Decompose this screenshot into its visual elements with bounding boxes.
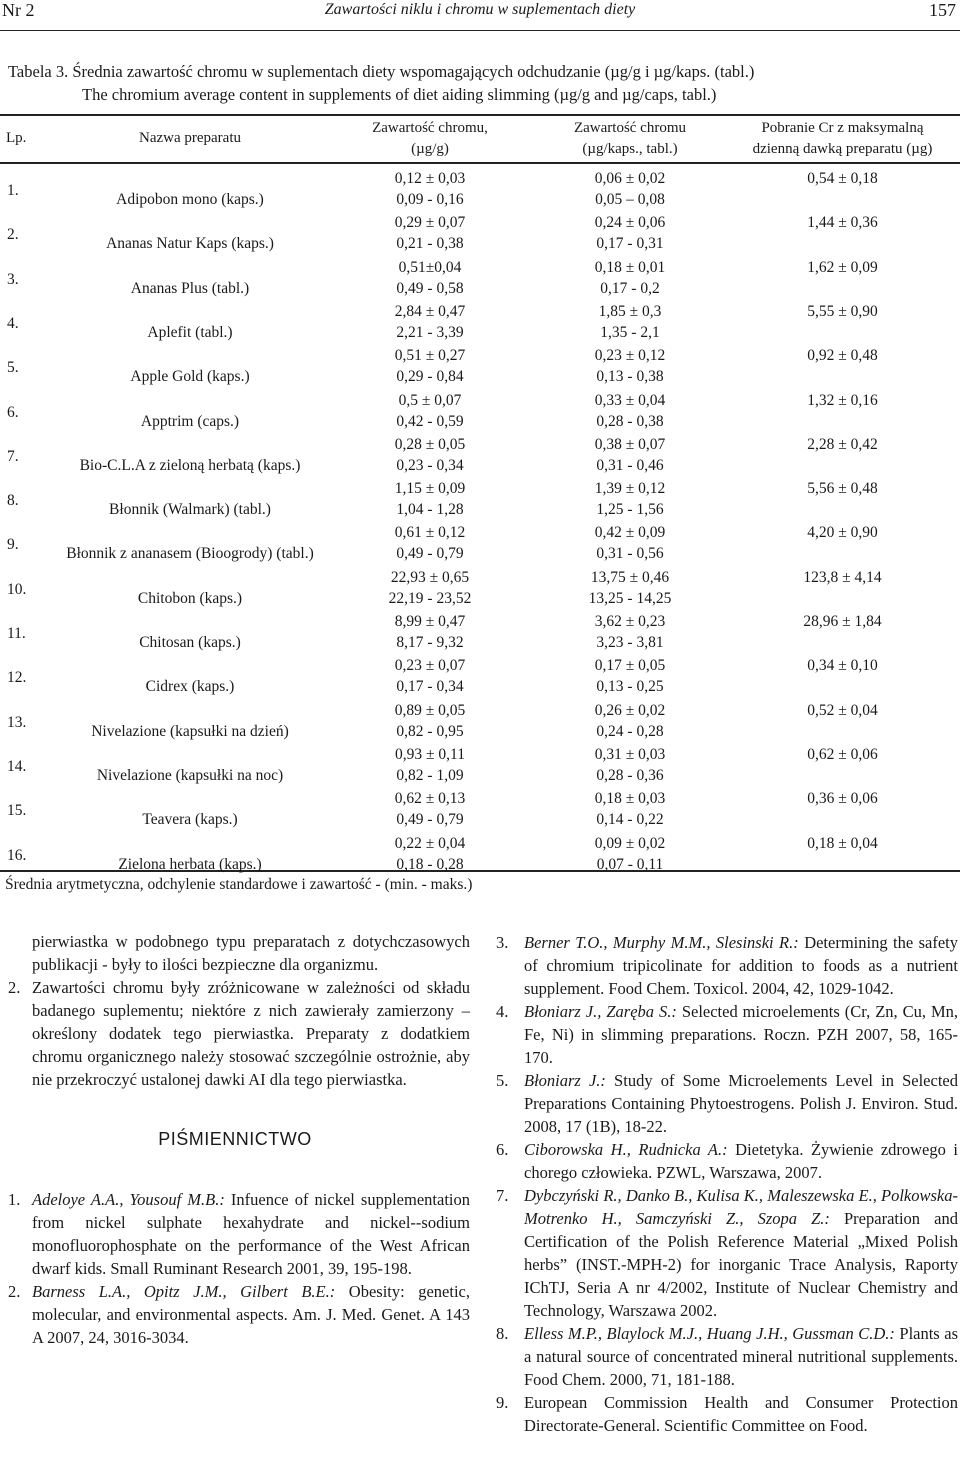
product-name: Nivelazione (kapsułki na noc)	[96, 766, 284, 784]
reference-number: 5.	[496, 1071, 509, 1090]
cr-per-caps-range: 0,14 - 0,22	[596, 811, 664, 829]
cr-per-g-cell	[340, 522, 520, 564]
cr-per-g-range: 0,09 - 0,16	[396, 191, 464, 208]
cr-per-caps-mean: 0,09 ± 0,02	[594, 834, 666, 852]
cr-intake-value: 1,62 ± 0,09	[807, 258, 878, 276]
reference-authors: Ciborowska H., Rudnicka A.:	[524, 1140, 728, 1159]
table-footnote: Średnia arytmetyczna, odchylenie standardowe i zawartość - (min. - maks.)	[5, 876, 473, 893]
cr-per-g-range: 0,49 - 0,79	[396, 545, 464, 563]
cr-per-g-range: 1,04 - 1,28	[396, 501, 464, 519]
table-top-rule	[0, 114, 960, 116]
product-name: Błonnik z ananasem (Bioogrody) (tabl.)	[66, 545, 314, 563]
cr-per-g-range: 0,23 - 0,34	[396, 456, 464, 474]
reference-item	[0, 1280, 470, 1349]
cr-per-caps-cell	[545, 257, 715, 299]
reference-item	[0, 1188, 470, 1280]
reference-item	[492, 1391, 958, 1437]
cr-per-g-range: 2,21 - 3,39	[396, 323, 464, 341]
cr-intake-cell	[730, 833, 955, 854]
cr-intake-cell	[730, 301, 955, 322]
cr-per-g-mean: 0,23 ± 0,07	[394, 657, 466, 675]
product-name: Ananas Natur Kaps (kaps.)	[106, 235, 274, 253]
product-name: Bio-C.L.A z zieloną herbatą (kaps.)	[79, 456, 301, 474]
header-cr-per-g-line1: Zawartość chromu,	[372, 120, 488, 136]
row-number: 13.	[7, 713, 27, 731]
cr-intake-value: 0,36 ± 0,06	[807, 790, 878, 808]
product-name: Cidrex (kaps.)	[145, 678, 235, 696]
cr-per-caps-range: 0,28 - 0,38	[596, 412, 664, 430]
cr-per-g-range: 0,49 - 0,79	[396, 811, 464, 829]
product-name: Ananas Plus (tabl.)	[130, 279, 250, 297]
cr-per-g-range: 22,19 - 23,52	[388, 589, 472, 607]
cr-per-caps-cell	[545, 345, 715, 387]
reference-authors: Berner T.O., Murphy M.M., Slesinski R.:	[524, 933, 799, 952]
cr-per-g-cell	[340, 655, 520, 697]
cr-per-g-mean: 22,93 ± 0,65	[390, 568, 470, 586]
reference-authors: Adeloye A.A., Yousouf M.B.:	[32, 1190, 225, 1209]
header-cr-intake-line2: dzienną dawką preparatu (µg)	[752, 141, 933, 157]
reference-number: 1.	[8, 1190, 21, 1209]
reference-item	[492, 1000, 958, 1069]
row-number: 5.	[7, 359, 19, 377]
reference-number: 6.	[496, 1140, 509, 1159]
cr-per-g-cell	[340, 478, 520, 520]
cr-intake-cell	[730, 345, 955, 366]
cr-per-caps-cell	[545, 744, 715, 786]
cr-per-g-cell	[340, 257, 520, 299]
cr-per-caps-range: 0,31 - 0,56	[596, 545, 664, 563]
cr-per-caps-mean: 0,42 ± 0,09	[594, 524, 666, 542]
row-number: 8.	[7, 492, 19, 510]
product-name: Apple Gold (kaps.)	[130, 368, 250, 386]
cr-per-caps-cell	[545, 168, 715, 210]
cr-per-g-mean: 0,5 ± 0,07	[398, 391, 462, 409]
cr-per-caps-range: 1,25 - 1,56	[596, 501, 664, 519]
cr-per-caps-range: 0,31 - 0,46	[596, 456, 664, 474]
cr-per-caps-mean: 0,17 ± 0,05	[594, 657, 666, 675]
product-name: Chitobon (kaps.)	[137, 589, 243, 607]
cr-per-g-cell	[340, 833, 520, 875]
cr-per-caps-range: 0,24 - 0,28	[596, 722, 664, 740]
reference-item	[492, 1138, 958, 1184]
cr-intake-cell	[730, 434, 955, 455]
product-name: Aplefit (tabl.)	[147, 323, 233, 341]
conclusion-item-2	[0, 976, 470, 1091]
header-divider	[0, 30, 960, 31]
cr-per-g-cell	[340, 301, 520, 343]
cr-per-caps-range: 0,17 - 0,2	[600, 279, 660, 297]
cr-per-caps-cell	[545, 301, 715, 343]
product-name: Zielona herbata (kaps.)	[118, 855, 262, 873]
conclusion-paragraph-1: pierwiastka w podobnego typu preparatach z dotychczasowych publikacji - były to ilości bezpieczne dla organizmu.	[32, 932, 470, 974]
cr-intake-value: 0,52 ± 0,04	[807, 701, 878, 719]
journal-issue: Nr 2	[2, 0, 35, 20]
header-cr-intake-line1: Pobranie Cr z maksymalną	[761, 120, 924, 136]
cr-per-g-range: 0,29 - 0,84	[396, 368, 464, 386]
reference-text: Selected microelements (Cr, Zn, Cu, Mn, Fe, Ni) in slimming preparations. Roczn. PZH 2007, 58, 165-170.	[524, 1002, 958, 1067]
cr-per-caps-mean: 0,06 ± 0,02	[594, 170, 666, 187]
cr-intake-value: 4,20 ± 0,90	[807, 524, 878, 542]
cr-per-g-mean: 1,15 ± 0,09	[394, 480, 466, 498]
product-name: Chitosan (kaps.)	[139, 634, 241, 651]
cr-per-g-range: 0,21 - 0,38	[396, 235, 464, 253]
cr-per-caps-range: 0,05 – 0,08	[595, 191, 665, 208]
cr-per-caps-cell	[545, 478, 715, 520]
cr-per-caps-cell	[545, 788, 715, 830]
reference-text: Determining the safety of chromium tripicolinate for addition to foods as a nutrient supplement. Food Chem. Toxicol. 2004, 42, 1029-1042.	[524, 933, 959, 998]
reference-text: Infuence of nickel supplementation from nickel sulphate hexahydrate and nickel--sodium monofluorophosphate on the performance of the West African dwarf kids. Small Ruminant Research 2001, 39, 195-198.	[32, 1190, 470, 1278]
header-lp: Lp.	[6, 130, 27, 146]
cr-per-g-mean: 0,22 ± 0,04	[394, 834, 466, 852]
reference-item	[492, 1069, 958, 1138]
cr-per-caps-cell	[545, 833, 715, 875]
cr-intake-cell	[730, 212, 955, 233]
row-number: 10.	[7, 580, 27, 598]
cr-per-caps-mean: 0,18 ± 0,03	[594, 790, 666, 808]
cr-per-g-mean: 0,62 ± 0,13	[394, 790, 466, 808]
running-title: Zawartości niklu i chromu w suplementach diety	[324, 1, 636, 18]
table-caption-english: The chromium average content in supplements of diet aiding slimming (µg/g and µg/caps, tabl.)	[82, 85, 717, 104]
cr-per-g-range: 0,82 - 1,09	[396, 766, 464, 784]
cr-per-g-cell	[340, 212, 520, 254]
reference-number: 4.	[496, 1002, 509, 1021]
reference-text: Plants as a natural source of concentrated mineral nutritional supplements. Food Chem. 2000, 71, 181-188.	[524, 1324, 958, 1389]
cr-intake-cell	[730, 522, 955, 543]
cr-per-g-mean: 0,51±0,04	[398, 258, 462, 276]
cr-intake-value: 5,55 ± 0,90	[807, 302, 878, 320]
cr-per-g-mean: 0,29 ± 0,07	[394, 214, 466, 232]
cr-intake-cell	[730, 168, 955, 189]
table-header-rule	[0, 162, 960, 164]
references-heading: PIŚMIENNICTWO	[158, 1129, 312, 1149]
header-name: Nazwa preparatu	[138, 130, 242, 146]
cr-per-caps-cell	[545, 390, 715, 432]
product-name: Teavera (kaps.)	[142, 811, 238, 829]
reference-number: 8.	[496, 1324, 509, 1343]
cr-per-caps-range: 0,07 - 0,11	[596, 855, 664, 873]
row-number: 7.	[7, 447, 19, 465]
product-name: Nivelazione (kapsułki na dzień)	[91, 722, 289, 740]
cr-per-g-range: 0,17 - 0,34	[396, 678, 464, 696]
cr-intake-value: 2,28 ± 0,42	[807, 435, 878, 453]
cr-per-g-mean: 0,12 ± 0,03	[394, 170, 466, 187]
reference-number: 7.	[496, 1186, 509, 1205]
page-number: 157	[929, 0, 956, 20]
cr-intake-cell	[730, 611, 955, 632]
row-number: 12.	[7, 669, 27, 687]
cr-intake-value: 0,62 ± 0,06	[807, 745, 878, 763]
cr-per-g-mean: 0,61 ± 0,12	[394, 524, 466, 542]
cr-per-caps-mean: 13,75 ± 0,46	[590, 568, 670, 586]
cr-intake-cell	[730, 567, 955, 588]
cr-per-g-mean: 0,89 ± 0,05	[394, 701, 466, 719]
cr-per-caps-mean: 1,39 ± 0,12	[594, 480, 666, 498]
reference-item	[492, 1322, 958, 1391]
cr-per-caps-mean: 1,85 ± 0,3	[598, 302, 662, 320]
cr-per-g-range: 8,17 - 9,32	[396, 634, 464, 651]
cr-per-caps-mean: 0,38 ± 0,07	[594, 435, 666, 453]
reference-text: European Commission Health and Consumer Protection Directorate-General. Scientific Committee on Food.	[524, 1393, 958, 1435]
header-cr-per-caps-line1: Zawartość chromu	[573, 120, 687, 136]
cr-intake-value: 0,54 ± 0,18	[807, 170, 878, 187]
cr-intake-value: 1,32 ± 0,16	[807, 391, 878, 409]
cr-per-caps-cell	[545, 212, 715, 254]
cr-intake-value: 123,8 ± 4,14	[803, 568, 882, 586]
cr-per-g-range: 0,82 - 0,95	[396, 722, 464, 740]
row-number: 2.	[7, 226, 19, 244]
row-number: 4.	[7, 314, 19, 332]
row-number: 11.	[7, 625, 26, 642]
cr-per-g-mean: 0,28 ± 0,05	[394, 435, 466, 453]
row-number: 1.	[7, 182, 19, 199]
references-list-right	[492, 931, 958, 1437]
cr-per-g-cell	[340, 700, 520, 742]
header-cr-intake	[725, 118, 960, 160]
row-number: 16.	[7, 846, 27, 864]
references-list-left	[0, 1188, 470, 1349]
cr-per-caps-range: 0,13 - 0,38	[596, 368, 664, 386]
cr-intake-cell	[730, 744, 955, 765]
conclusion-item-2-text: Zawartości chromu były zróżnicowane w zależności od składu badanego suplementu; niektóre z nich zawierały zamierzony – określony dodatek tego pierwiastka. Preparaty z dodatkiem chromu organicznego należy stosować szczególnie ostrożnie, aby nie przekroczyć ustalonej dawki AI dla tego pierwiastka.	[32, 978, 470, 1089]
cr-intake-value: 1,44 ± 0,36	[807, 214, 878, 232]
cr-intake-cell	[730, 700, 955, 721]
cr-per-caps-range: 0,17 - 0,31	[596, 235, 664, 253]
reference-authors: Elless M.P., Blaylock M.J., Huang J.H., Gussman C.D.:	[524, 1324, 895, 1343]
header-cr-per-g-line2: (µg/g)	[411, 141, 449, 157]
cr-per-caps-mean: 0,23 ± 0,12	[594, 347, 666, 365]
product-name: Błonnik (Walmark) (tabl.)	[109, 501, 271, 519]
cr-intake-value: 28,96 ± 1,84	[803, 613, 882, 630]
reference-text: Dietetyka. Żywienie zdrowego i chorego człowieka. PZWL, Warszawa, 2007.	[524, 1140, 958, 1182]
cr-per-caps-cell	[545, 700, 715, 742]
cr-intake-cell	[730, 478, 955, 499]
cr-per-caps-cell	[545, 434, 715, 476]
cr-per-caps-range: 0,13 - 0,25	[596, 678, 664, 696]
cr-intake-value: 0,34 ± 0,10	[807, 657, 878, 675]
cr-per-caps-range: 3,23 - 3,81	[596, 634, 664, 651]
conclusion-item-2-number: 2.	[8, 978, 21, 997]
cr-per-caps-range: 13,25 - 14,25	[588, 589, 672, 607]
cr-per-g-mean: 8,99 ± 0,47	[394, 613, 466, 630]
cr-per-caps-mean: 0,33 ± 0,04	[594, 391, 666, 409]
product-name: Adipobon mono (kaps.)	[116, 191, 264, 208]
cr-per-caps-mean: 0,31 ± 0,03	[594, 745, 666, 763]
cr-intake-cell	[730, 655, 955, 676]
cr-per-caps-cell	[545, 655, 715, 697]
cr-per-g-mean: 0,93 ± 0,11	[395, 745, 465, 763]
row-number: 15.	[7, 802, 27, 820]
cr-per-g-cell	[340, 788, 520, 830]
cr-per-g-cell	[340, 345, 520, 387]
product-name: Apptrim (caps.)	[140, 412, 240, 430]
running-header	[0, 0, 960, 34]
cr-per-caps-cell	[545, 611, 715, 653]
header-cr-per-caps-line2: (µg/kaps., tabl.)	[582, 141, 678, 157]
cr-intake-value: 0,92 ± 0,48	[807, 347, 878, 365]
cr-per-g-range: 0,42 - 0,59	[396, 412, 464, 430]
reference-number: 9.	[496, 1393, 509, 1412]
cr-per-caps-mean: 0,18 ± 0,01	[594, 258, 666, 276]
reference-number: 3.	[496, 933, 509, 952]
cr-per-caps-mean: 0,24 ± 0,06	[594, 214, 666, 232]
reference-authors: Dybczyński R., Danko B., Kulisa K., Maleszewska E., Polkowska-Motrenko H., Samczyński Z., Szopa Z.:	[524, 1186, 958, 1228]
reference-number: 2.	[8, 1282, 21, 1301]
header-cr-per-g	[340, 118, 520, 160]
cr-per-g-cell	[340, 744, 520, 786]
row-number: 14.	[7, 757, 27, 775]
cr-per-g-range: 0,18 - 0,28	[396, 855, 464, 873]
cr-intake-value: 5,56 ± 0,48	[807, 480, 878, 498]
reference-item	[492, 931, 958, 1000]
cr-intake-cell	[730, 390, 955, 411]
cr-per-g-cell	[340, 434, 520, 476]
cr-per-caps-cell	[545, 522, 715, 564]
reference-text: Preparation and Certification of the Polish Reference Material „Mixed Polish herbs” (INST.-MPH-2) for inorganic Trace Analysis, Raporty IChTJ, Seria A nr 4/2002, Institute of Nuclear Chemistry and Technology, Warszawa 2002.	[524, 1209, 958, 1320]
cr-per-g-cell	[340, 390, 520, 432]
cr-per-g-mean: 0,51 ± 0,27	[394, 347, 466, 365]
reference-authors: Barness L.A., Opitz J.M., Gilbert B.E.:	[32, 1282, 336, 1301]
cr-intake-cell	[730, 788, 955, 809]
row-number: 9.	[7, 536, 19, 554]
cr-per-caps-mean: 0,26 ± 0,02	[594, 701, 666, 719]
cr-per-caps-mean: 3,62 ± 0,23	[594, 613, 666, 630]
cr-per-caps-range: 1,35 - 2,1	[600, 323, 660, 341]
left-text-column	[0, 930, 470, 1349]
cr-intake-value: 0,18 ± 0,04	[807, 834, 878, 852]
row-number: 6.	[7, 403, 19, 421]
reference-authors: Błoniarz J., Zaręba S.:	[524, 1002, 677, 1021]
reference-authors: Błoniarz J.:	[524, 1071, 606, 1090]
cr-per-g-mean: 2,84 ± 0,47	[394, 302, 466, 320]
cr-per-g-range: 0,49 - 0,58	[396, 279, 464, 297]
cr-per-caps-range: 0,28 - 0,36	[596, 766, 664, 784]
table-caption-polish: Tabela 3. Średnia zawartość chromu w suplementach diety wspomagających odchudzanie (µg/g i µg/kaps. (tabl.)	[8, 62, 755, 81]
reference-item	[492, 1184, 958, 1322]
right-text-column	[492, 931, 958, 1437]
cr-per-g-cell	[340, 168, 520, 210]
cr-per-caps-cell	[545, 567, 715, 609]
header-cr-per-caps	[545, 118, 715, 160]
reference-text: Study of Some Microelements Level in Selected Preparations Containing Phytoestrogens. Polish J. Environ. Stud. 2008, 17 (1B), 18-22.	[524, 1071, 958, 1136]
cr-per-g-cell	[340, 611, 520, 653]
cr-intake-cell	[730, 257, 955, 278]
reference-text: Obesity: genetic, molecular, and environmental aspects. Am. J. Med. Genet. A 143 A 2007, 24, 3016-3034.	[32, 1282, 470, 1347]
cr-per-g-cell	[340, 567, 520, 609]
row-number: 3.	[7, 270, 19, 288]
